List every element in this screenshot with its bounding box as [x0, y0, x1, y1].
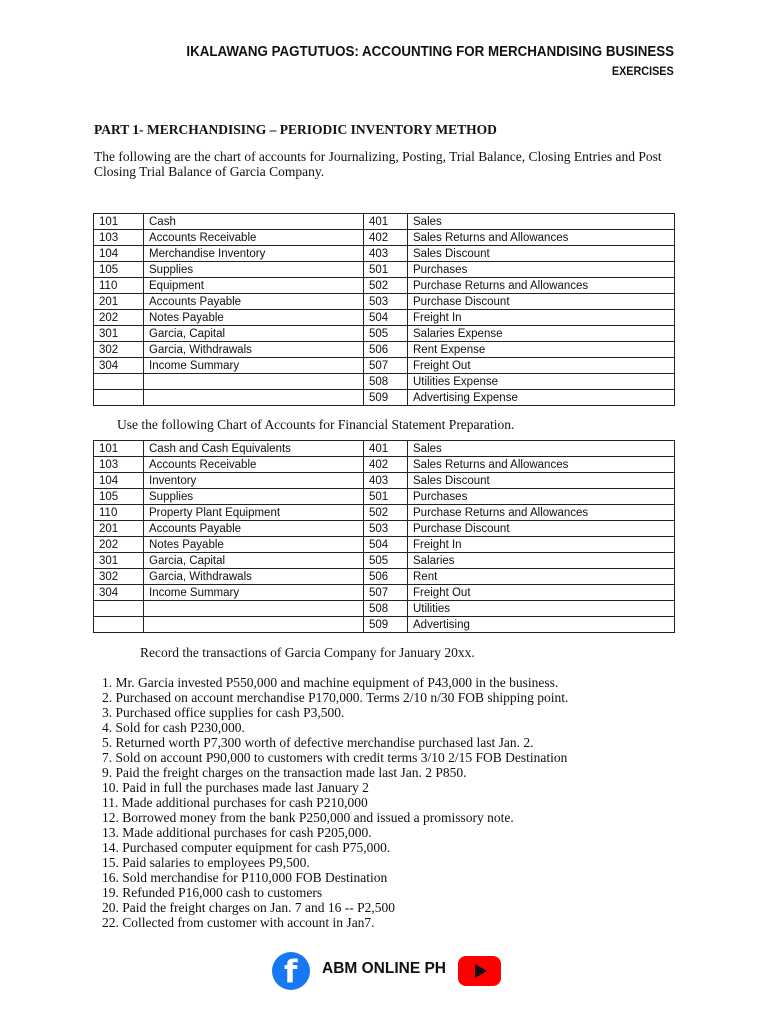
- table-cell: 503: [364, 294, 408, 310]
- list-item: 16. Sold merchandise for P110,000 FOB Destination: [102, 870, 388, 885]
- table-cell: Advertising: [408, 617, 675, 633]
- table-cell: Purchase Returns and Allowances: [408, 505, 675, 521]
- table-cell: 110: [94, 278, 144, 294]
- table-row: [94, 310, 675, 326]
- table-cell: 304: [94, 358, 144, 374]
- table-cell: 201: [94, 294, 144, 310]
- table-cell: 401: [364, 214, 408, 230]
- chart-of-accounts-table-1: [93, 213, 675, 406]
- table-cell: Accounts Receivable: [144, 230, 364, 246]
- table-cell: 402: [364, 457, 408, 473]
- footer-branding: [272, 950, 512, 990]
- table-cell: Freight Out: [408, 358, 675, 374]
- table-row: [94, 278, 675, 294]
- table-cell: 401: [364, 441, 408, 457]
- table-cell: Purchases: [408, 489, 675, 505]
- table-row: [94, 262, 675, 278]
- facebook-icon[interactable]: f: [272, 952, 310, 990]
- list-item: 11. Made additional purchases for cash P210,000: [102, 795, 368, 810]
- table-row: [94, 521, 675, 537]
- table-cell: Property Plant Equipment: [144, 505, 364, 521]
- table-row: [94, 441, 675, 457]
- list-item: 22. Collected from customer with account in Jan7.: [102, 915, 375, 930]
- page-header-subtitle: EXERCISES: [612, 64, 674, 78]
- list-item: 13. Made additional purchases for cash P205,000.: [102, 825, 372, 840]
- table-cell: 103: [94, 457, 144, 473]
- table-cell: Sales Returns and Allowances: [408, 230, 675, 246]
- list-item: 15. Paid salaries to employees P9,500.: [102, 855, 310, 870]
- table-cell: 302: [94, 342, 144, 358]
- table-cell: Purchase Discount: [408, 521, 675, 537]
- table-row: [94, 390, 675, 406]
- table-cell: Garcia, Capital: [144, 553, 364, 569]
- table-cell: 501: [364, 262, 408, 278]
- youtube-icon[interactable]: [458, 956, 501, 986]
- table-cell: Supplies: [144, 262, 364, 278]
- table-cell: 508: [364, 374, 408, 390]
- table-cell: Freight In: [408, 537, 675, 553]
- table-cell: 402: [364, 230, 408, 246]
- table-cell: 506: [364, 569, 408, 585]
- table-cell: 505: [364, 553, 408, 569]
- list-item: 3. Purchased office supplies for cash P3,500.: [102, 705, 345, 720]
- list-item: 9. Paid the freight charges on the transaction made last Jan. 2 P850.: [102, 765, 467, 780]
- table-row: [94, 473, 675, 489]
- table-cell: Sales Returns and Allowances: [408, 457, 675, 473]
- financial-statement-note: Use the following Chart of Accounts for Financial Statement Preparation.: [117, 417, 515, 432]
- table-cell: Freight In: [408, 310, 675, 326]
- table-cell: 502: [364, 278, 408, 294]
- table-cell: 507: [364, 358, 408, 374]
- table-cell: Garcia, Withdrawals: [144, 569, 364, 585]
- table-cell: 101: [94, 214, 144, 230]
- table-cell: Rent: [408, 569, 675, 585]
- table-cell: 110: [94, 505, 144, 521]
- list-item: 2. Purchased on account merchandise P170,000. Terms 2/10 n/30 FOB shipping point.: [102, 690, 569, 705]
- table-cell: [94, 601, 144, 617]
- table-cell: Salaries: [408, 553, 675, 569]
- table-cell: Advertising Expense: [408, 390, 675, 406]
- brand-name: ABM ONLINE PH: [322, 960, 446, 977]
- table-row: [94, 505, 675, 521]
- table-cell: Sales: [408, 441, 675, 457]
- table-row: [94, 601, 675, 617]
- table-cell: 503: [364, 521, 408, 537]
- list-item: 20. Paid the freight charges on Jan. 7 and 16 -- P2,500: [102, 900, 395, 915]
- table-cell: [144, 617, 364, 633]
- table-cell: [94, 617, 144, 633]
- table-cell: 504: [364, 310, 408, 326]
- record-transactions-note: Record the transactions of Garcia Company for January 20xx.: [140, 645, 475, 660]
- list-item: 19. Refunded P16,000 cash to customers: [102, 885, 323, 900]
- table-cell: Accounts Payable: [144, 294, 364, 310]
- list-item: 4. Sold for cash P230,000.: [102, 720, 245, 735]
- table-cell: 304: [94, 585, 144, 601]
- table-row: [94, 569, 675, 585]
- table-cell: Garcia, Withdrawals: [144, 342, 364, 358]
- table-row: [94, 553, 675, 569]
- page-header-title: IKALAWANG PAGTUTUOS: ACCOUNTING FOR MERCHANDISING BUSINESS: [186, 44, 674, 60]
- table-row: [94, 617, 675, 633]
- list-item: 7. Sold on account P90,000 to customers with credit terms 3/10 2/15 FOB Destination: [102, 750, 568, 765]
- table-row: [94, 214, 675, 230]
- table-row: [94, 585, 675, 601]
- table-cell: Utilities Expense: [408, 374, 675, 390]
- table-cell: Garcia, Capital: [144, 326, 364, 342]
- table-cell: 301: [94, 553, 144, 569]
- table-cell: Purchases: [408, 262, 675, 278]
- table-cell: Inventory: [144, 473, 364, 489]
- table-row: [94, 246, 675, 262]
- table-cell: [94, 374, 144, 390]
- table-cell: Utilities: [408, 601, 675, 617]
- table-cell: 506: [364, 342, 408, 358]
- table-cell: Cash and Cash Equivalents: [144, 441, 364, 457]
- table-row: [94, 489, 675, 505]
- table-cell: Equipment: [144, 278, 364, 294]
- list-item: 5. Returned worth P7,300 worth of defective merchandise purchased last Jan. 2.: [102, 735, 534, 750]
- table-cell: [144, 601, 364, 617]
- table-cell: [94, 390, 144, 406]
- table-cell: 505: [364, 326, 408, 342]
- table-cell: [144, 390, 364, 406]
- table-row: [94, 457, 675, 473]
- table-cell: Sales Discount: [408, 246, 675, 262]
- chart-of-accounts-table-2: [93, 440, 675, 633]
- table-cell: 101: [94, 441, 144, 457]
- table-cell: Rent Expense: [408, 342, 675, 358]
- table-row: [94, 342, 675, 358]
- table-cell: Notes Payable: [144, 310, 364, 326]
- table-cell: Notes Payable: [144, 537, 364, 553]
- intro-paragraph: The following are the chart of accounts for Journalizing, Posting, Trial Balance, Closing Entries and Post Closing Trial Balance of Garcia Company.: [94, 149, 662, 179]
- table-row: [94, 294, 675, 310]
- table-cell: 105: [94, 489, 144, 505]
- table-row: [94, 326, 675, 342]
- table-cell: 201: [94, 521, 144, 537]
- table-cell: Salaries Expense: [408, 326, 675, 342]
- table-cell: [144, 374, 364, 390]
- table-cell: Sales Discount: [408, 473, 675, 489]
- table-cell: Supplies: [144, 489, 364, 505]
- table-cell: 509: [364, 390, 408, 406]
- table-cell: Accounts Receivable: [144, 457, 364, 473]
- table-cell: Income Summary: [144, 585, 364, 601]
- table-cell: 104: [94, 246, 144, 262]
- table-cell: 507: [364, 585, 408, 601]
- table-cell: Freight Out: [408, 585, 675, 601]
- table-cell: Merchandise Inventory: [144, 246, 364, 262]
- table-cell: Accounts Payable: [144, 521, 364, 537]
- list-item: 10. Paid in full the purchases made last January 2: [102, 780, 369, 795]
- table-row: [94, 230, 675, 246]
- table-cell: Sales: [408, 214, 675, 230]
- part-title: PART 1- MERCHANDISING – PERIODIC INVENTORY METHOD: [94, 122, 497, 137]
- table-row: [94, 374, 675, 390]
- table-cell: 301: [94, 326, 144, 342]
- table-cell: 202: [94, 537, 144, 553]
- table-cell: Purchase Discount: [408, 294, 675, 310]
- table-cell: 202: [94, 310, 144, 326]
- table-cell: 509: [364, 617, 408, 633]
- table-cell: Purchase Returns and Allowances: [408, 278, 675, 294]
- table-cell: 105: [94, 262, 144, 278]
- transaction-list: [102, 675, 568, 930]
- table-cell: 501: [364, 489, 408, 505]
- list-item: 14. Purchased computer equipment for cash P75,000.: [102, 840, 391, 855]
- table-cell: 508: [364, 601, 408, 617]
- table-cell: 502: [364, 505, 408, 521]
- list-item: 1. Mr. Garcia invested P550,000 and machine equipment of P43,000 in the business.: [102, 675, 559, 690]
- table-cell: 504: [364, 537, 408, 553]
- list-item: 12. Borrowed money from the bank P250,000 and issued a promissory note.: [102, 810, 514, 825]
- table-cell: Cash: [144, 214, 364, 230]
- table-cell: Income Summary: [144, 358, 364, 374]
- table-cell: 103: [94, 230, 144, 246]
- table-row: [94, 358, 675, 374]
- table-cell: 403: [364, 473, 408, 489]
- table-cell: 302: [94, 569, 144, 585]
- table-cell: 403: [364, 246, 408, 262]
- table-row: [94, 537, 675, 553]
- table-cell: 104: [94, 473, 144, 489]
